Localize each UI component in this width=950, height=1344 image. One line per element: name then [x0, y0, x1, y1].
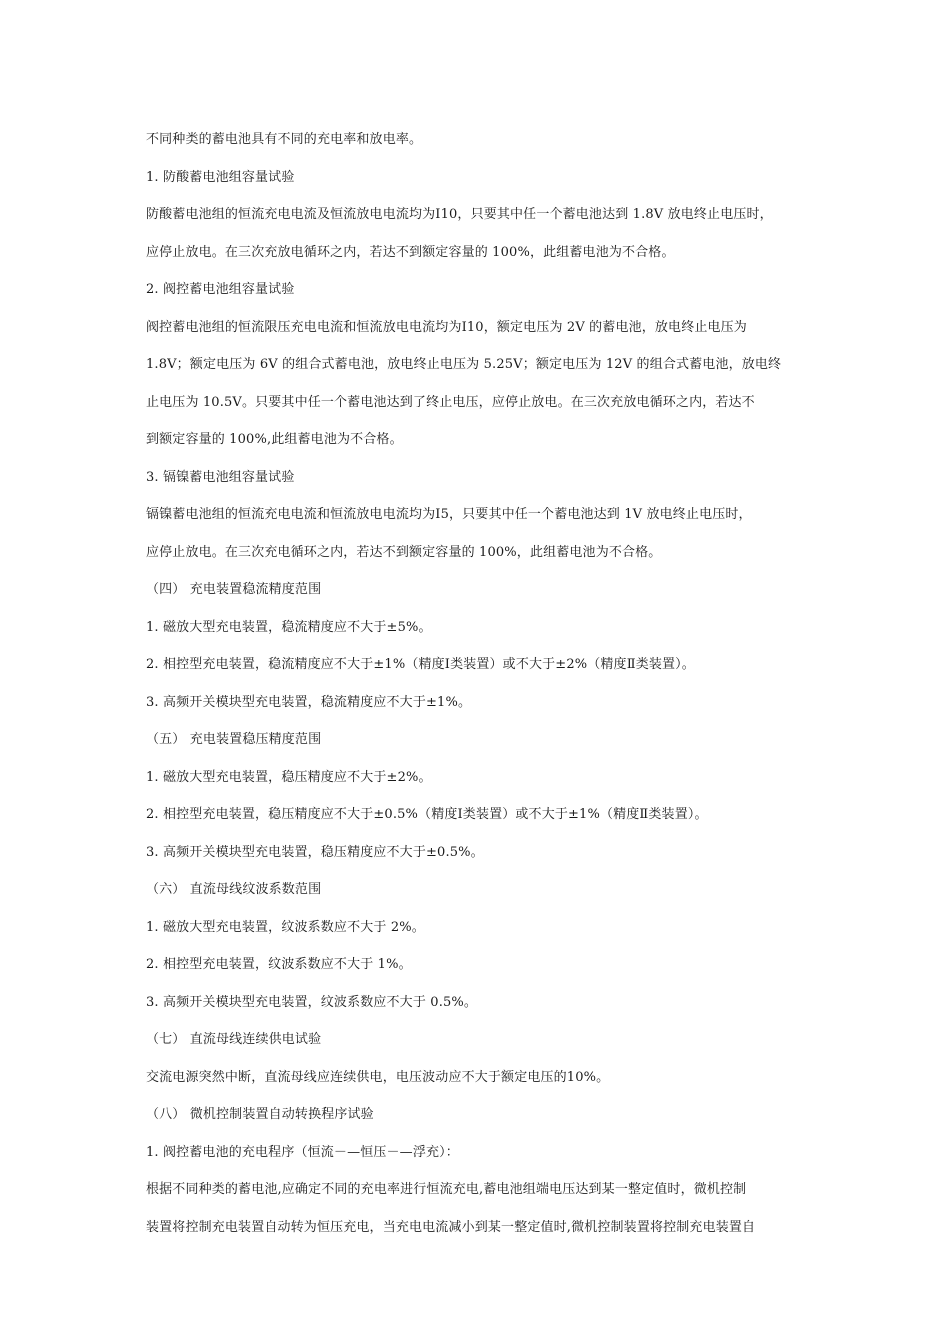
list-item: 1. 阀控蓄电池的充电程序（恒流－—恒压－—浮充）： — [146, 1144, 459, 1160]
paragraph-text: 应停止放电。在三次充电循环之内，若达不到额定容量的 100%，此组蓄电池为不合格。 — [146, 544, 662, 560]
list-item: 1. 磁放大型充电装置，纹波系数应不大于 2%。 — [146, 919, 425, 935]
document-body — [146, 121, 826, 1246]
paragraph-text: 镉镍蓄电池组的恒流充电电流和恒流放电电流均为I5，只要其中任一个蓄电池达到 1V 放电终止电压时， — [146, 507, 752, 522]
section-heading: 1. 防酸蓄电池组容量试验 — [146, 169, 295, 185]
section-heading-6: （六） 直流母线纹波系数范围 — [146, 882, 322, 897]
paragraph-text: 根据不同种类的蓄电池,应确定不同的充电率进行恒流充电,蓄电池组端电压达到某一整定值时，微机控制 — [146, 1182, 747, 1197]
section-heading-7: （七） 直流母线连续供电试验 — [146, 1032, 322, 1047]
paragraph-text: 应停止放电。在三次充放电循环之内，若达不到额定容量的 100%，此组蓄电池为不合格。 — [146, 244, 675, 260]
section-heading-4: （四） 充电装置稳流精度范围 — [146, 582, 322, 597]
paragraph-text: 防酸蓄电池组的恒流充电电流及恒流放电电流均为I10，只要其中任一个蓄电池达到 1.8V 放电终止电压时， — [146, 207, 773, 222]
list-item: 1. 磁放大型充电装置，稳压精度应不大于±2%。 — [146, 769, 432, 785]
paragraph-text: 到额定容量的 100%,此组蓄电池为不合格。 — [146, 432, 403, 447]
list-item: 3. 高频开关模块型充电装置，稳压精度应不大于±0.5%。 — [146, 844, 484, 860]
paragraph-text: 止电压为 10.5V。只要其中任一个蓄电池达到了终止电压，应停止放电。在三次充放电循环之内，若达不 — [146, 394, 755, 410]
section-heading: 2. 阀控蓄电池组容量试验 — [146, 282, 295, 297]
section-heading-5: （五） 充电装置稳压精度范围 — [146, 732, 322, 747]
section-heading-8: （八） 微机控制装置自动转换程序试验 — [146, 1107, 374, 1122]
list-item: 3. 高频开关模块型充电装置，纹波系数应不大于 0.5%。 — [146, 994, 478, 1010]
paragraph-text: 装置将控制充电装置自动转为恒压充电，当充电电流减小到某一整定值时,微机控制装置将控制充电装置自 — [146, 1219, 756, 1235]
paragraph-text: 交流电源突然中断，直流母线应连续供电，电压波动应不大于额定电压的10%。 — [146, 1069, 610, 1085]
list-item: 1. 磁放大型充电装置，稳流精度应不大于±5%。 — [146, 619, 432, 635]
list-item: 2. 相控型充电装置，稳流精度应不大于±1%（精度Ⅰ类装置）或不大于±2%（精度Ⅱ类装置）。 — [146, 657, 695, 672]
paragraph-text: 1.8V；额定电压为 6V 的组合式蓄电池，放电终止电压为 5.25V；额定电压为 12V 的组合式蓄电池，放电终 — [146, 357, 782, 372]
list-item: 3. 高频开关模块型充电装置，稳流精度应不大于±1%。 — [146, 694, 472, 710]
paragraph-text: 不同种类的蓄电池具有不同的充电率和放电率。 — [146, 132, 423, 147]
paragraph-text: 阀控蓄电池组的恒流限压充电电流和恒流放电电流均为I10，额定电压为 2V 的蓄电池，放电终止电压为 — [146, 319, 747, 335]
section-heading: 3. 镉镍蓄电池组容量试验 — [146, 469, 295, 485]
list-item: 2. 相控型充电装置，稳压精度应不大于±0.5%（精度Ⅰ类装置）或不大于±1%（精度Ⅱ类装置）。 — [146, 807, 708, 822]
list-item: 2. 相控型充电装置，纹波系数应不大于 1%。 — [146, 957, 412, 972]
